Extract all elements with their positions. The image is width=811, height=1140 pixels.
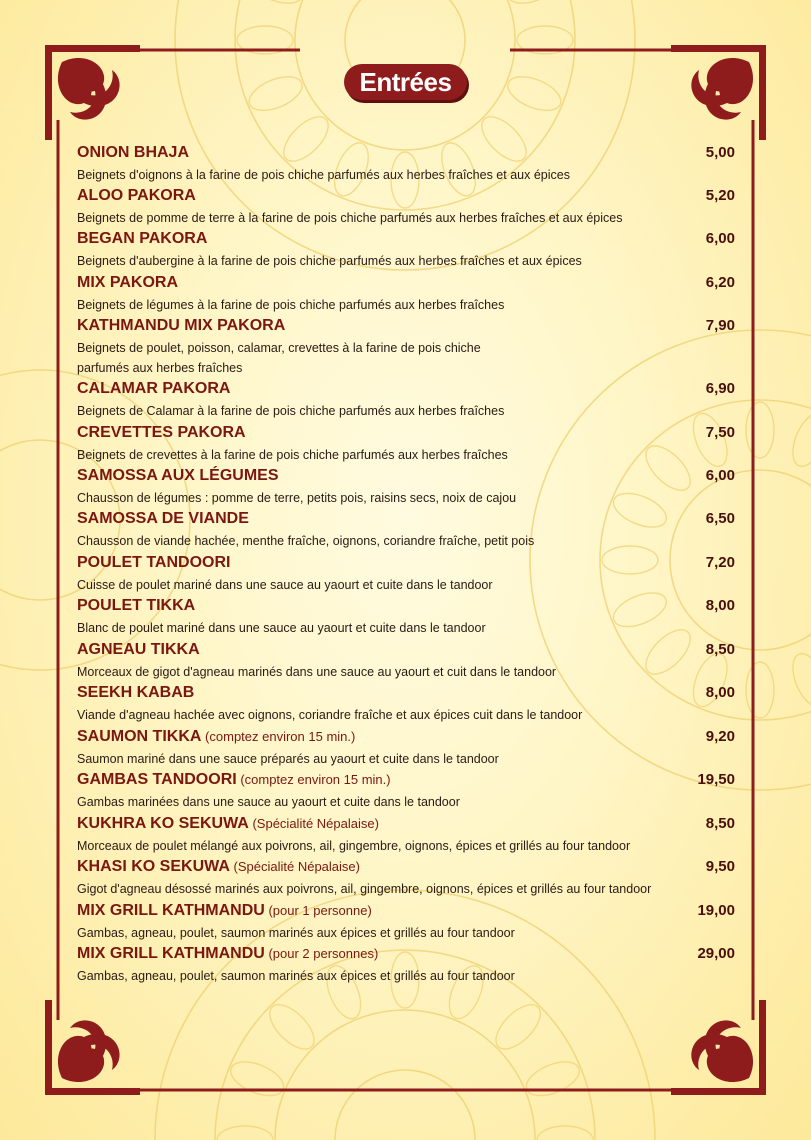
dish-note: (pour 2 personnes) [264,946,379,961]
dish-name [77,858,360,876]
dish-description [77,879,717,899]
dish-description-line: Morceaux de gigot d'agneau marinés dans une sauce au yaourt et cuit dans le tandoor [77,665,557,679]
dish-name [77,380,230,398]
dish-title: POULET TANDOORI [77,554,231,571]
dish-description [77,531,717,551]
dish-title: KHASI KO SEKUWA [77,858,230,875]
dish-description [77,445,717,465]
dish-price: 6,50 [705,510,735,527]
dish-title: SAMOSSA DE VIANDE [77,510,249,527]
dish-description [77,488,717,508]
dish-name [77,902,372,920]
dish-description-line: Cuisse de poulet mariné dans une sauce au yaourt et cuite dans le tandoor [77,578,493,592]
dish-note: (pour 1 personne) [264,903,372,918]
dish-note: (comptez environ 15 min.) [236,772,391,787]
dish-description [77,618,717,638]
dish-title: MIX GRILL KATHMANDU [77,945,265,962]
dish-description-line: Beignets de pomme de terre à la farine de pois chiche parfumés aux herbes fraîches et aux épices [77,211,623,225]
dish-description-line: Saumon mariné dans une sauce préparés au yaourt et cuite dans le tandoor [77,752,499,766]
dish-price: 6,00 [705,467,735,484]
dish-title: SAUMON TIKKA [77,728,202,745]
dish-name [77,424,246,442]
dish-note: (comptez environ 15 min.) [201,729,356,744]
dish-price: 8,50 [705,641,735,658]
dish-title: GAMBAS TANDOORI [77,771,237,788]
dish-description [77,401,717,421]
dish-name [77,317,285,335]
dish-description-line: Gambas, agneau, poulet, saumon marinés aux épices et grillés au four tandoor [77,926,515,940]
dish-price: 5,20 [705,187,735,204]
dish-title: POULET TIKKA [77,597,196,614]
dish-description-line: Beignets d'oignons à la farine de pois chiche parfumés aux herbes fraîches et aux épices [77,168,570,182]
dish-description [77,208,717,228]
dish-price: 29,00 [697,945,735,962]
dish-title: AGNEAU TIKKA [77,641,200,658]
dish-description [77,575,717,595]
dish-name [77,815,379,833]
section-title: Entrées [359,67,452,97]
dish-description-line: Beignets de légumes à la farine de pois chiche parfumés aux herbes fraîches [77,298,505,312]
dish-name [77,187,196,205]
dish-name [77,684,194,702]
dish-name [77,728,355,746]
dish-price: 5,00 [705,144,735,161]
dish-title: CREVETTES PAKORA [77,424,246,441]
dish-name [77,554,230,572]
dish-name [77,144,189,162]
dish-price: 8,00 [705,684,735,701]
dish-name [77,230,207,248]
dish-title: ONION BHAJA [77,144,190,161]
dish-description-line: Viande d'agneau hachée avec oignons, coriandre fraîche et aux épices cuit dans le tandoor [77,708,583,722]
dish-description [77,792,717,812]
dish-title: KATHMANDU MIX PAKORA [77,317,286,334]
dish-price: 6,20 [705,274,735,291]
dish-price: 19,00 [697,902,735,919]
dish-price: 7,50 [705,424,735,441]
dish-name [77,467,279,485]
dish-description-line: Beignets de crevettes à la farine de pois chiche parfumés aux herbes fraîches [77,448,508,462]
dish-description [77,836,717,856]
dish-description [77,705,717,725]
dish-title: SAMOSSA AUX LÉGUMES [77,467,279,484]
dish-description [77,923,717,943]
dish-price: 19,50 [697,771,735,788]
dish-title: CALAMAR PAKORA [77,380,231,397]
dish-note: (Spécialité Népalaise) [248,816,379,831]
dish-price: 8,50 [705,815,735,832]
dish-title: MIX GRILL KATHMANDU [77,902,265,919]
dish-title: SEEKH KABAB [77,684,195,701]
dish-description [77,338,717,378]
dish-description-line: Blanc de poulet mariné dans une sauce au yaourt et cuite dans le tandoor [77,621,486,635]
dish-description-line: Chausson de légumes : pomme de terre, petits pois, raisins secs, noix de cajou [77,491,517,505]
dish-price: 8,00 [705,597,735,614]
dish-price: 9,50 [705,858,735,875]
dish-description-line: Beignets de poulet, poisson, calamar, crevettes à la farine de pois chiche [77,341,481,355]
dish-title: BEGAN PAKORA [77,230,208,247]
dish-price: 7,90 [705,317,735,334]
section-title-badge [344,64,467,100]
dish-description [77,251,717,271]
dish-description-line: Chausson de viande hachée, menthe fraîche, oignons, coriandre fraîche, petit pois [77,534,535,548]
dish-description [77,966,717,986]
dish-price: 7,20 [705,554,735,571]
dish-name [77,274,178,292]
dish-description [77,165,717,185]
dish-description-line: Gigot d'agneau désossé marinés aux poivrons, ail, gingembre, oignons, épices et grillés au four tandoor [77,882,652,896]
dish-name [77,945,378,963]
dish-description-line: Gambas, agneau, poulet, saumon marinés aux épices et grillés au four tandoor [77,969,515,983]
dish-title: MIX PAKORA [77,274,179,291]
dish-description-line: Morceaux de poulet mélangé aux poivrons, ail, gingembre, oignons, épices et grillés au four tandoor [77,839,631,853]
dish-description [77,662,717,682]
dish-name [77,641,200,659]
dish-price: 9,20 [705,728,735,745]
dish-description-line: parfumés aux herbes fraîches [77,361,243,375]
dish-title: ALOO PAKORA [77,187,196,204]
dish-price: 6,00 [705,230,735,247]
dish-title: KUKHRA KO SEKUWA [77,815,249,832]
dish-description-line: Beignets de Calamar à la farine de pois chiche parfumés aux herbes fraîches [77,404,505,418]
dish-description-line: Gambas marinées dans une sauce au yaourt et cuite dans le tandoor [77,795,460,809]
dish-description [77,295,717,315]
dish-name [77,597,195,615]
dish-note: (Spécialité Népalaise) [229,859,360,874]
dish-description-line: Beignets d'aubergine à la farine de pois chiche parfumés aux herbes fraîches et aux épices [77,254,582,268]
dish-name [77,771,391,789]
dish-price: 6,90 [705,380,735,397]
dish-name [77,510,249,528]
dish-description [77,749,717,769]
